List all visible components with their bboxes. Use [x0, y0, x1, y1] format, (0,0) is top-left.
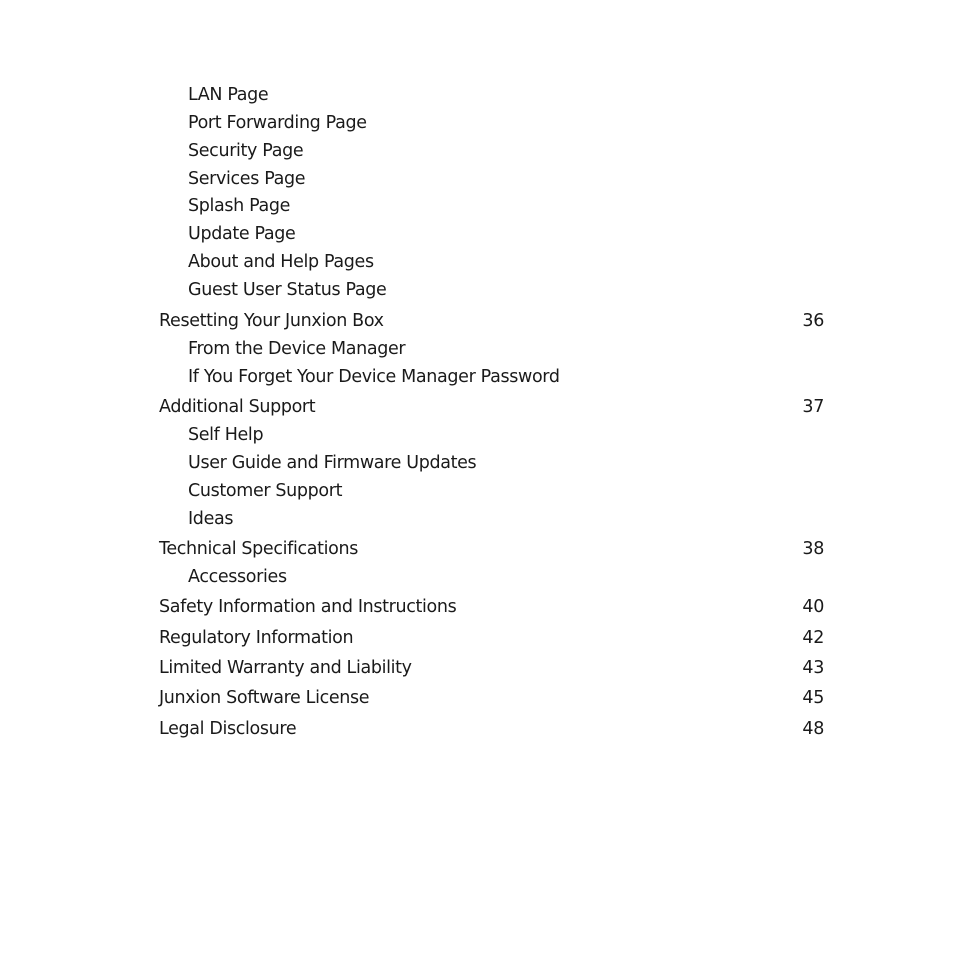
- toc-page-number: 37: [802, 397, 824, 417]
- toc-entry[interactable]: [0, 717, 954, 741]
- toc-entry-title: From the Device Manager: [188, 339, 406, 359]
- toc-subentry[interactable]: [0, 167, 954, 191]
- toc-subentry[interactable]: [0, 194, 954, 218]
- toc-subentry[interactable]: [0, 278, 954, 302]
- toc-entry-title: User Guide and Firmware Updates: [188, 453, 477, 473]
- toc-entry-title: Guest User Status Page: [188, 280, 387, 300]
- toc-entry[interactable]: [0, 595, 954, 619]
- toc-entry-title: Resetting Your Junxion Box: [159, 311, 384, 331]
- toc-subentry[interactable]: [0, 507, 954, 531]
- toc-entry-title: Services Page: [188, 169, 306, 189]
- toc-entry-title: Accessories: [188, 567, 287, 587]
- toc-entry[interactable]: [0, 626, 954, 650]
- toc-subentry[interactable]: [0, 139, 954, 163]
- toc-entry-title: Junxion Software License: [159, 688, 370, 708]
- toc-entry[interactable]: [0, 395, 954, 419]
- toc-entry-title: Self Help: [188, 425, 264, 445]
- toc-entry-title: LAN Page: [188, 85, 269, 105]
- toc-entry-title: Legal Disclosure: [159, 719, 297, 739]
- toc-entry-title: Safety Information and Instructions: [159, 597, 457, 617]
- toc-subentry[interactable]: [0, 337, 954, 361]
- toc-entry[interactable]: [0, 309, 954, 333]
- toc-subentry[interactable]: [0, 479, 954, 503]
- toc-page-number: 43: [802, 658, 824, 678]
- toc-entry-title: If You Forget Your Device Manager Password: [188, 367, 560, 387]
- toc-page-number: 45: [802, 688, 824, 708]
- toc-entry-title: Security Page: [188, 141, 304, 161]
- toc-page-number: 38: [802, 539, 824, 559]
- toc-subentry[interactable]: [0, 423, 954, 447]
- toc-page-number: 40: [802, 597, 824, 617]
- toc-entry-title: About and Help Pages: [188, 252, 374, 272]
- toc-entry-title: Ideas: [188, 509, 234, 529]
- toc-entry-title: Port Forwarding Page: [188, 113, 367, 133]
- toc-entry[interactable]: [0, 686, 954, 710]
- toc-entry[interactable]: [0, 656, 954, 680]
- toc-subentry[interactable]: [0, 451, 954, 475]
- toc-entry-title: Regulatory Information: [159, 628, 354, 648]
- toc-subentry[interactable]: [0, 565, 954, 589]
- toc-entry-title: Splash Page: [188, 196, 291, 216]
- toc-entry-title: Update Page: [188, 224, 296, 244]
- toc-entry-title: Limited Warranty and Liability: [159, 658, 412, 678]
- toc-subentry[interactable]: [0, 365, 954, 389]
- toc-entry-title: Customer Support: [188, 481, 343, 501]
- toc-entry-title: Additional Support: [159, 397, 316, 417]
- toc-subentry[interactable]: [0, 111, 954, 135]
- toc-subentry[interactable]: [0, 222, 954, 246]
- toc-entry[interactable]: [0, 537, 954, 561]
- toc-entry-title: Technical Specifications: [159, 539, 358, 559]
- toc-subentry[interactable]: [0, 250, 954, 274]
- toc-page-number: 48: [802, 719, 824, 739]
- toc-page-number: 36: [802, 311, 824, 331]
- toc-page-number: 42: [802, 628, 824, 648]
- toc-subentry[interactable]: [0, 83, 954, 107]
